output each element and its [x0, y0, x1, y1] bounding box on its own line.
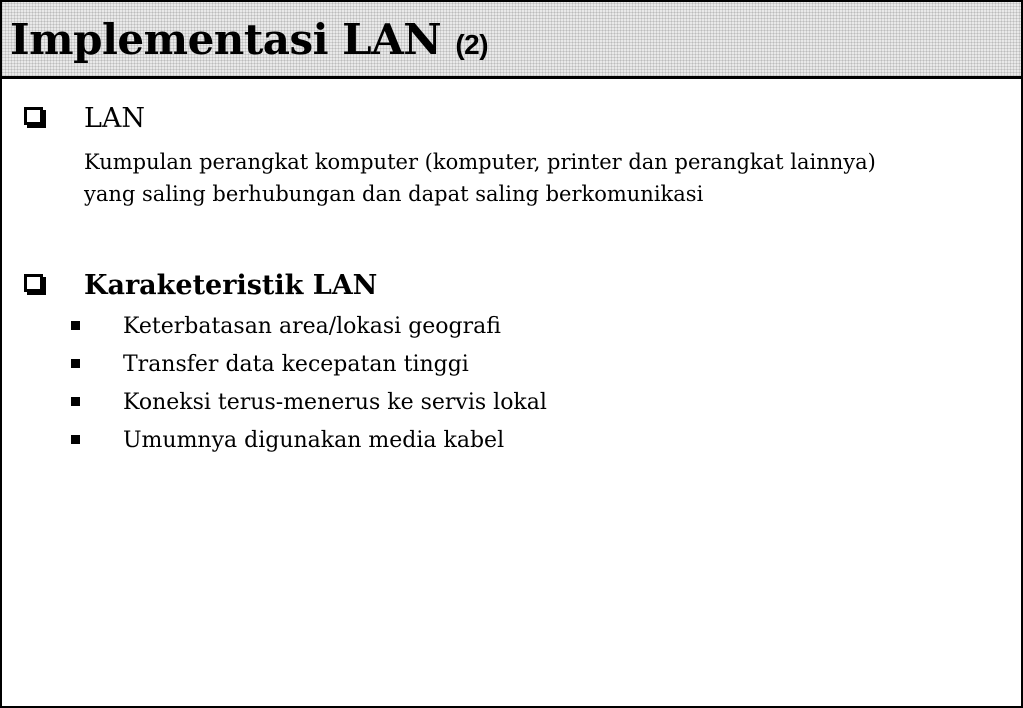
- description-line: Kumpulan perangkat komputer (komputer, printer dan perangkat lainnya): [84, 150, 876, 174]
- slide-title-text: Implementasi LAN: [10, 15, 442, 64]
- title-bar: [2, 2, 1021, 79]
- section-heading-karakteristik: Karaketeristik LAN: [84, 270, 378, 301]
- checkbox-bullet-icon: [24, 107, 43, 125]
- list-item: [2, 309, 1002, 347]
- list-item: [2, 347, 1002, 385]
- section-heading-lan: LAN: [84, 103, 146, 134]
- list-item: [2, 423, 1002, 461]
- square-bullet-icon: [71, 321, 80, 330]
- list-item-text: Koneksi terus-menerus ke servis lokal: [123, 390, 547, 415]
- list-item-text: Transfer data kecepatan tinggi: [123, 352, 469, 377]
- square-bullet-icon: [71, 397, 80, 406]
- square-bullet-icon: [71, 359, 80, 368]
- list-item-text: Umumnya digunakan media kabel: [123, 428, 505, 453]
- checkbox-bullet-icon: [24, 274, 43, 292]
- slide-title: [10, 12, 488, 73]
- description-line: yang saling berhubungan dan dapat saling berkomunikasi: [84, 182, 704, 206]
- list-item: [2, 385, 1002, 423]
- slide-title-suffix: (2): [455, 29, 489, 60]
- section-description: [84, 146, 1004, 210]
- square-bullet-icon: [71, 435, 80, 444]
- list-item-text: Keterbatasan area/lokasi geografi: [123, 314, 501, 339]
- characteristics-list: [2, 309, 1002, 461]
